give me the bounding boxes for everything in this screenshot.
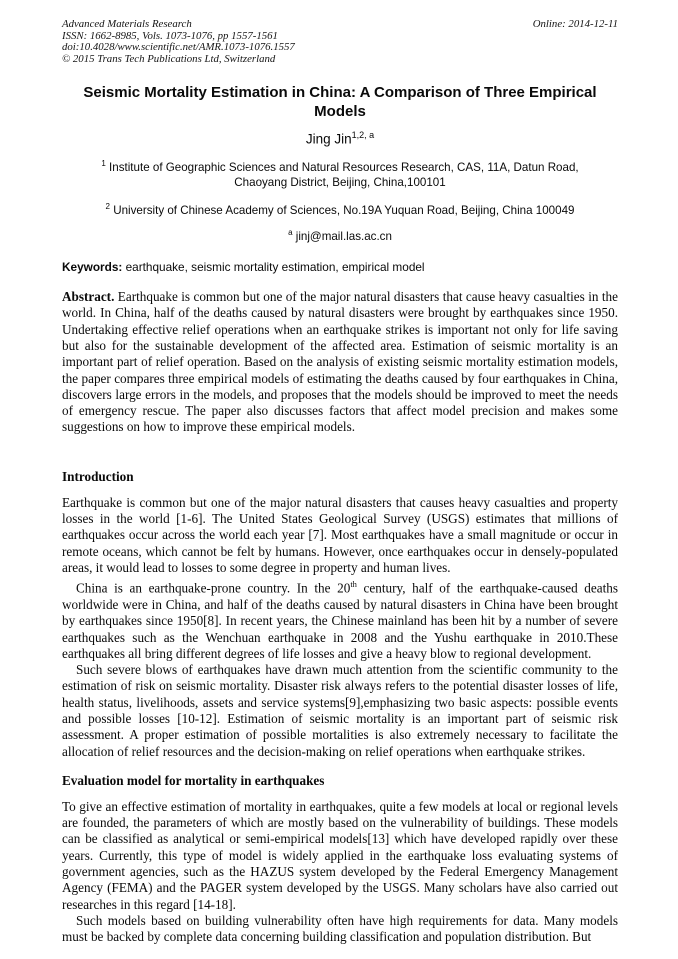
evaluation-paragraph-1: To give an effective estimation of mortality in earthquakes, quite a few models at local or regional levels are founded, the parameters of which are mostly based on the vulnerability of buildings. These models can be classified as analytical or semi-empirical models[13] which have developed rapidly over these years. Currently, this type of model is widely applied in the earthquake loss evaluating systems of government agencies, such as the HAZUS system developed by the Federal Emergency Management Agency (FEMA) and the PAGER system developed by the USGS. Many scholars have also carried out researches in this regard [14-18]. xyxy=(62,798,618,912)
ordinal-superscript: th xyxy=(350,579,357,590)
journal-name: Advanced Materials Research xyxy=(62,18,192,30)
keywords-line xyxy=(62,260,618,275)
author-affiliation-marks: 1,2, a xyxy=(351,130,375,140)
affiliation-2 xyxy=(80,199,600,219)
intro-paragraph-2 xyxy=(62,576,618,662)
copyright-line: © 2015 Trans Tech Publications Ltd, Switzerland xyxy=(62,52,276,65)
affiliation-1-marker: 1 xyxy=(101,158,106,168)
abstract-label: Abstract. xyxy=(62,289,115,305)
affiliation-2-text: University of Chinese Academy of Sciences, No.19A Yuquan Road, Beijing, China 100049 xyxy=(113,204,575,218)
intro-paragraph-2-part2: century, half of the earthquake-caused deaths worldwide were in China, and half of the deaths caused by natural disasters in China have been brought by earthquakes since 1950[8]. In recent years, the Chinese mainland has been hit by a number of severe earthquakes such as the Wenchuan earthquake in 2008 and the Yushu earthquake in 2010.These earthquakes all bring different degrees of life losses and give a heavy blow to regional development. xyxy=(62,580,619,661)
abstract-text: Earthquake is common but one of the major natural disasters that cause heavy casualties in the world. In China, half of the deaths caused by natural disasters were brought by earthquakes since 1950. Undertaking effective relief operations when an earthquake strikes is important not only for life saving but also for the sustainable development of the affected area. Estimation of seismic mortality is an important part of relief operation. Based on the analysis of existing seismic mortality estimation models, the paper compares three empirical models of estimating the deaths caused by four earthquakes in China, discovers large errors in the models, and proposes that the models should be improved to meet the needs of emergency rescue. The paper also discusses factors that affect model precision and makes some suggestions on how to improve these empirical models. xyxy=(62,289,618,435)
evaluation-paragraph-2: Such models based on building vulnerability often have high requirements for data. Many models must be backed by complete data concerning building classification and population distribution. But xyxy=(62,912,618,945)
affiliation-1-text: Institute of Geographic Sciences and Natural Resources Research, CAS, 11A, Datun Road, Chaoyang District, Beijing, China,100101 xyxy=(109,160,579,190)
author-name: Jing Jin xyxy=(305,131,352,147)
intro-paragraph-2-part1: China is an earthquake-prone country. In the 20 xyxy=(76,580,351,596)
journal-header-row xyxy=(62,19,618,31)
keywords-label: Keywords: xyxy=(62,260,123,275)
abstract xyxy=(62,289,618,436)
online-date: Online: 2014-12-11 xyxy=(532,18,618,30)
keywords-text: earthquake, seismic mortality estimation, empirical model xyxy=(122,260,425,275)
affiliation-1 xyxy=(80,156,600,192)
author-email xyxy=(62,225,618,245)
author-email-marker: a xyxy=(288,228,293,238)
issn-line: ISSN: 1662-8985, Vols. 1073-1076, pp 1557-1561 xyxy=(62,29,278,42)
affiliation-2-marker: 2 xyxy=(105,202,110,212)
section-heading-introduction: Introduction xyxy=(62,468,134,484)
paper-title-line1: Seismic Mortality Estimation in China: A Comparison of Three Empirical xyxy=(83,84,597,101)
intro-paragraph-3: Such severe blows of earthquakes have drawn much attention from the scientific community to the estimation of risk on seismic mortality. Disaster risk always refers to the potential disaster losses of life, health status, livelihoods, assets and service systems[9],emphasizing two basic aspects: possible events and possible losses [10-12]. Estimation of seismic mortality is an important part of seismic risk assessment. A proper estimation of possible mortalities is also extremely necessary to facilitate the allocation of relief resources and the decision-making on relief operations when earthquake strikes. xyxy=(62,662,618,759)
paper-title-line2: Models xyxy=(314,103,366,120)
intro-paragraph-1: Earthquake is common but one of the major natural disasters that causes heavy casualties and property losses in the world [1-6]. The United States Geological Survey (USGS) estimates that millions of earthquakes occur across the world each year [7]. Most earthquakes have a small magnitude or occur in remote oceans, which cannot be felt by humans. However, once earthquakes occur in densely-populated areas, it would lead to losses to some degree in property and human lives. xyxy=(62,494,618,575)
author-line xyxy=(62,127,618,148)
paper-title xyxy=(62,83,618,121)
section-heading-evaluation-model: Evaluation model for mortality in earthquakes xyxy=(62,772,325,788)
author-email-text: jinj@mail.las.ac.cn xyxy=(295,230,392,244)
doi-line: doi:10.4028/www.scientific.net/AMR.1073-1076.1557 xyxy=(62,41,295,53)
journal-header xyxy=(62,19,618,65)
